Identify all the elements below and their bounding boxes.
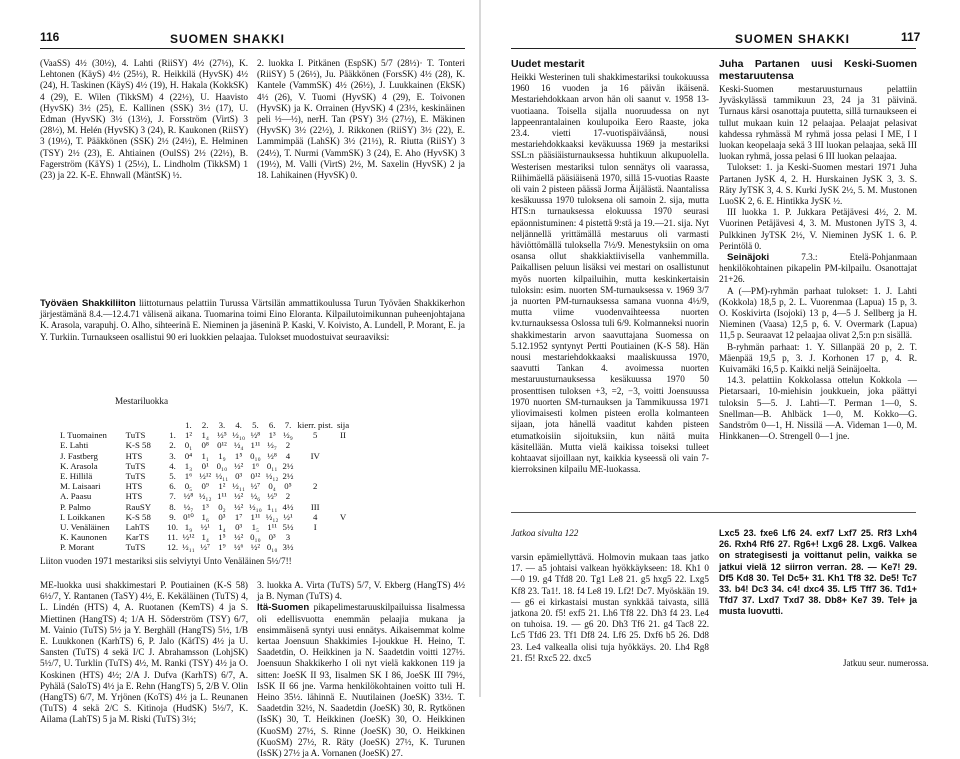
player-club: TuTS	[125, 542, 146, 553]
table-heading: Mestariluokka	[115, 396, 169, 406]
result-cell: ½⁷	[250, 481, 261, 492]
result-cell: 1²	[184, 430, 192, 441]
result-cell: 5.	[169, 471, 176, 482]
result-cell: 5	[313, 430, 318, 441]
result-cell: ½₉	[283, 430, 293, 441]
player-club: TuTS	[125, 460, 146, 471]
result-cell: ½⁸	[250, 430, 261, 441]
tourney-title: Työväen Shakkiliiton	[40, 298, 136, 309]
result-cell: ½¹²	[182, 532, 195, 543]
keski-suomi-title: Juha Partanen uusi Keski-Suomen mestaruutensa	[719, 58, 917, 82]
result-cell: 1²	[218, 481, 226, 492]
player-name: M. Laisaari	[60, 481, 101, 492]
result-cell: ½₁₀	[232, 430, 246, 441]
column-header: 7.	[284, 420, 292, 430]
result-cell: 1⁷	[234, 511, 243, 522]
page-number: 117	[901, 30, 921, 44]
result-cell: 0₁₀	[266, 542, 278, 553]
results-paragraph: (VaaSS) 4½ (30½), 4. Lahti (RiiSY) 4½ (27½), K. Lehtonen (KäyS) 4½ (25½), R. Heikkilä (HyvSK) 4½ (24), H. Taskinen (KäyS) 4½ (19), H. Hakala (KokkSK) 4 (29), E. Wilen (TikkSM) 4 (22½), U. Haavisto (HyvSK) 3½ (25), E. Kallinen (SSK) 3½ (17), U. Edman (HyvSK) 3½ (13½), J. Forsström (VirtS) 3 (28½), M. Helén (HyvSK) 3 (24), R. Kaukonen (RiiSY) 3 (19½), T. Pääkkönen (SSK) 2½ (24½), E. Helminen (TSY) 2½ (23), E. Ahtiainen (OulSS) 2½ (22½), B. Fagerström (KäYS) 1 (25½), L. Lindholm (TikkSM) 1 (23) ja 22. K-E. Ehnwall (MäntSK) ½.	[40, 58, 248, 181]
column-header: 2.	[201, 420, 209, 430]
result-cell: 0⁸	[201, 440, 209, 451]
player-name: P. Palmo	[60, 501, 91, 512]
result-cell: 1⁶	[184, 471, 193, 482]
result-cell: 0₅	[184, 481, 193, 492]
new-masters-column	[511, 58, 709, 496]
blank-cell	[58, 420, 124, 430]
right-page	[481, 0, 960, 697]
player-club: HTS	[125, 450, 143, 461]
result-cell: 3	[285, 532, 291, 543]
result-cell: 0¹²	[250, 471, 261, 482]
result-cell: 1³	[201, 501, 209, 512]
player-name: I. Loikkanen	[60, 511, 105, 522]
class3-results: 3. luokka A. Virta (TuTS) 5/7, V. Ekberg (HangTS) 4½ ja B. Nyman (TuTS) 4.	[257, 580, 465, 602]
seinajoki-title: Seinäjoki	[727, 252, 770, 264]
section-rule	[511, 512, 916, 513]
result-cell: 0¹	[201, 460, 209, 471]
result-cell: 0³	[235, 522, 243, 533]
player-club: KarTS	[125, 532, 150, 543]
player-club: HTS	[125, 491, 143, 502]
running-head: SUOMEN SHAKKI	[735, 32, 851, 46]
result-cell: 0³	[235, 471, 243, 482]
keski-suomi-results: Tulokset: 1. ja Keski-Suomen mestari 1971 Juha Partanen JySK 4, 2. H. Hurskainen JySK 3, 3. S. Räty JyTSK 3, 4. S. Kurki JySK 2½, 5. M. Mustonen LuoSK 2, 6. E. Hintikka JySK ½.	[719, 162, 917, 207]
result-cell: 7.	[169, 491, 176, 502]
result-cell: ½²	[234, 501, 244, 512]
result-cell: 4.	[169, 460, 176, 471]
column-header: 5.	[252, 420, 259, 430]
result-cell: IV	[310, 450, 320, 461]
result-cell: 4½	[282, 501, 294, 512]
result-cell: II	[340, 430, 346, 441]
result-cell: 3½	[282, 542, 294, 553]
east-finland-title: Itä-Suomen	[257, 602, 310, 614]
result-cell: V	[339, 511, 347, 522]
result-cell: 1₄	[218, 522, 226, 533]
result-cell: ½₁₁	[232, 481, 246, 492]
player-name: I. Tuomainen	[60, 430, 107, 441]
result-cell: ½²	[250, 542, 261, 553]
result-cell: 1₉	[184, 522, 193, 533]
running-head: SUOMEN SHAKKI	[170, 32, 286, 46]
result-cell	[296, 542, 335, 552]
result-cell: ½₁₁	[182, 542, 195, 553]
result-cell: 1¹¹	[250, 440, 261, 451]
continued-next: Jatkuu seur. numerossa.	[843, 658, 929, 668]
result-cell: 1⁵	[234, 450, 243, 461]
result-cell: ½₁₂	[265, 511, 279, 522]
result-cell: 0₁	[184, 440, 193, 451]
table-row	[58, 440, 351, 450]
result-cell: 0₄	[268, 481, 276, 492]
result-cell: 1₃	[184, 460, 193, 471]
result-cell: ½⁸	[183, 491, 194, 502]
keski-suomi-class3: III luokka 1. P. Jukkara Petäjävesi 4½, 2. M. Vuorinen Petäjävesi 4, 3. M. Mustonen JyTS 3, 4. Pulkkinen JyTSK 2½, V. Nieminen JySK 1. 6. P. Perintölä 0.	[719, 207, 917, 251]
result-cell: 0³	[218, 511, 226, 522]
result-cell: 1³	[268, 430, 276, 441]
left-page	[0, 0, 479, 759]
table-row	[58, 481, 351, 491]
player-club: TuTS	[125, 430, 146, 441]
result-cell: 1₅	[251, 522, 260, 533]
result-cell: 0⁴	[184, 450, 193, 461]
header-rule	[511, 48, 916, 49]
kokkola-match: 14.3. pelattiin Kokkolassa ottelun Kokkola —Pietarsaari, 10-miehisin joukkuein, joka päättyi tuloksin 5—5. J. Lahti—T. Perman 1—0, S. Snellman—B. Ahlbäck 1—0, M. Kokko—G. Sandström 0—1, H. Nissilä —A. Videman 1—0, M. Hinkkanen—O. Strengell 0—1 jne.	[719, 375, 917, 442]
table-row	[58, 461, 351, 471]
result-cell: ½₁₂	[265, 471, 279, 482]
result-cell: 3.	[169, 450, 176, 461]
column-header: kierr. pist.	[297, 420, 333, 430]
continued-from: Jatkoa sivulta 122	[511, 528, 579, 538]
result-cell: 0¹⁰	[183, 511, 194, 522]
player-club: K-S 58	[125, 440, 151, 451]
result-cell: 0⁹	[201, 481, 209, 492]
keski-suomi-column	[719, 58, 917, 496]
result-cell: 0¹²	[217, 440, 227, 451]
game-notes: Lxc5 23. fxe6 Lf6 24. exf7 Lxf7 25. Rf3 Lxh4 26. Rxh4 Rf6 27. Rg6+! Lxg6 28. Lxg6. Valkea on strategisesti ja voittanut pelin, vaikka se jatkui vielä 12 siirron verran. 28. — Ke7! 29. Df5 Kd8 30. Tel Dc5+ 31. Kh1 Tf8 32. De5! Tc7 33. b4! Dc3 34. c4! dxc4 35. Lf5 Tff7 36. Td1+ Tfd7 37. Lxd7 Txd7 38. Db8+ Ke7 39. Tel+ ja musta luovutti.	[719, 528, 917, 617]
class-results: ME-luokka uusi shakkimestari P. Poutiainen (K-S 58) 6½/7, Y. Rantanen (TaSY) 4½, E. Kekäläinen (TuTS) 4, L. Lindén (HTS) 4, A. Ruotanen (KemTS) 4 ja S. Miettinen (HangTS) 4; 1/A H. Söderström (TSY) 6/7, M. Vainio (TuTS) 5½ ja Y. Berghäll (HangTS) 5½, 1/B E. Luukkonen (KarhTS) 6, P. Jalo (KätTS) 4½ ja U. Sansten (TuTS) 4 sekä I/C J. Abrahamsson (LohjSK) 5½/7, U. Turklin (TuTS) 4½, M. Ranki (TSY) 4½ ja O. Koskinen (HTS) 4½; 2/A J. Dufva (KarhTS) 6/7, A. Pyhälä (SaloTS) 4½ ja E. Rehn (HangTS) 5, 2/B V. Olin (HangTS) 6/7, M. Yrjönen (KoTS) 4½ ja L. Reunanen (TuTS) 4 sekä 2/C S. Kitinoja (HudSK) 5½/7, K. Ailama (LahTS) 5 ja M. Riski (TuTS) 3½;	[40, 580, 248, 725]
column-header: 1.	[185, 420, 192, 430]
result-cell: 4	[285, 450, 291, 461]
result-cell	[296, 491, 335, 501]
player-name: K. Kaunonen	[60, 532, 107, 543]
result-cell: ½₄	[233, 440, 244, 451]
result-cell: 5½	[282, 522, 294, 533]
result-cell: 2½	[282, 471, 294, 482]
seinajoki-b-results: B-ryhmän parhaat: 1. Y. Sillanpää 20 p, 2. T. Mäenpää 19,5 p, 3. J. Korhonen 17 p, 4. R. Kuivamäki 16,5 p. Kaikki neljä Seinäjoelta.	[719, 341, 917, 375]
table-row	[58, 502, 351, 512]
result-cell: I	[313, 522, 317, 533]
bottom-column-1	[40, 580, 248, 725]
result-cell: 1₄	[201, 532, 209, 543]
result-cell: 4	[313, 511, 318, 522]
result-cell: ½²	[234, 491, 244, 502]
result-cell: 8.	[169, 501, 176, 512]
result-cell: ½⁸	[267, 450, 277, 461]
result-cell: ½¹²	[199, 471, 212, 482]
result-cell: 1¹¹	[250, 511, 261, 522]
table-row	[58, 451, 351, 461]
tourney-report	[40, 298, 465, 388]
player-club: RauSY	[125, 501, 152, 512]
result-cell: 2	[313, 481, 318, 492]
column-header: sija	[336, 420, 350, 430]
results-column-2	[257, 58, 465, 266]
result-cell: ½¹	[283, 511, 293, 522]
result-cell: 1₁₁	[266, 501, 278, 512]
result-cell: ½₁₂	[198, 491, 212, 502]
column-header: 6.	[268, 420, 276, 430]
result-cell: 0₁₀	[250, 450, 261, 461]
table-row	[58, 430, 351, 440]
result-cell: ½²	[234, 460, 244, 471]
result-cell: ½⁶	[233, 542, 244, 553]
tourney-text: liittoturnaus pelattiin Turussa Värtsilän ammattikoulussa Turun Työväen Shakkikerhon järjestämänä 8.4.—12.4.71 välisenä aikana. Tuomarina toimi Eino Eloranta. Kilpailutoimikunnan puheenjohtajana K. Arasola, varapuhj. O. Alho, sihteerinä E. Nieminen ja jäseninä P. Kaski, V. Koivisto, A. Lundell, P. Morant, E. ja Y. Turkiin. Turnaukseen osallistui 90 eri luokkien pelaajaa. Tulokset muodostuivat seuraaviksi:	[40, 298, 465, 342]
player-club: TuTS	[125, 471, 146, 482]
table-row	[58, 532, 351, 542]
player-name: P. Morant	[60, 542, 95, 553]
result-cell: 0₁₀	[250, 532, 261, 543]
table-row	[58, 512, 351, 522]
result-cell: 2	[285, 491, 291, 502]
result-cell: 1₁	[201, 450, 209, 461]
player-name: U. Venäläinen	[60, 522, 110, 533]
result-cell: III	[310, 501, 320, 512]
result-cell: 1⁶	[251, 460, 260, 471]
result-cell: 1¹¹	[267, 522, 277, 533]
table-row	[58, 522, 351, 532]
result-cell: ½₇	[183, 501, 194, 512]
result-cell: 0₁₀	[216, 460, 228, 471]
player-name: A. Paasu	[60, 491, 92, 502]
result-cell: 0₁₁	[266, 460, 278, 471]
result-cell	[296, 461, 335, 471]
result-cell: ½₆	[250, 491, 261, 502]
result-cell: ½¹	[200, 522, 210, 533]
player-name: E. Hillilä	[60, 471, 93, 482]
result-cell: 6.	[169, 481, 176, 492]
result-cell: 10.	[167, 522, 179, 533]
result-cell: 1₉	[218, 450, 226, 461]
result-cell: 9.	[169, 511, 176, 522]
result-cell: ½₇	[267, 440, 277, 451]
result-cell: 1.	[169, 430, 176, 441]
result-cell	[296, 440, 335, 450]
result-cell: 1⁵	[218, 532, 226, 543]
result-cell: 12.	[167, 542, 179, 553]
seinajoki-a-results: A (—PM)-ryhmän parhaat tulokset: 1. J. Lahti (Kokkola) 18,5 p, 2. L. Vuorenmaa (Lapua) 15 p, 3. O. Koskivirta (Isojoki) 13 p, 4—5 J. Sellberg ja H. Nieminen (Vaasa) 12,5 p, 6. V. Overmark (Lapua) 11,5 p. Seuraavat 12 pelaajaa olivat 2,5:n p:n sisällä.	[719, 285, 917, 341]
crosstable	[58, 420, 351, 553]
player-name: E. Lahti	[60, 440, 89, 451]
seinajoki-text: 7.3.: Etelä-Pohjanmaan henkilökohtainen pikapelin PM-kilpailu. Osanottajat 21+26.	[719, 252, 917, 285]
result-cell	[296, 532, 335, 542]
result-cell: ½⁵	[217, 430, 227, 441]
player-name: J. Fastberg	[60, 450, 98, 461]
page-number: 116	[40, 30, 60, 44]
result-cell: 0⁵	[284, 481, 292, 492]
results-paragraph: 2. luokka I. Pitkänen (EspSK) 5/7 (28½)· T. Tonteri (RiiSY) 5 (26½), Ju. Pääkkönen (ForsSK) 4½ (28), K. Kantele (VammSK) 4½ (26½), J. Luukkainen (EkSK) 4½ (26), V. Tuomi (HyvSK) 4 (29), E. Toivonen (HyvSK) ja K. Orrainen (HyvSK) 4 (23½, keskinäinen peli ½—½), nerH. Tan (PSY) 3½ (27½), E. Mäkinen (HyvSK) 3½ (22½), J. Rikkonen (RiiSY) 3½ (22), E. Lammimpää (LahSK) 3½ (21½), R. Riutta (RiiSY) 3 (24½), T. Nurmi (VammSK) 3 (24), E. Aho (HyvSK) 3 (19½), M. Valli (VirtS) 2½, M. Saxelin (HyvSK) 2 ja 18. Lahikainen (HyvSK) 0.	[257, 58, 465, 181]
result-cell: 1₄	[201, 430, 209, 441]
result-cell: 2½	[282, 460, 294, 471]
game-notes-column-2	[719, 528, 917, 653]
blank-cell	[124, 420, 165, 430]
result-cell	[296, 471, 335, 481]
result-cell: 1₆	[201, 511, 209, 522]
crosstable-header-row	[58, 420, 351, 430]
results-column-1	[40, 58, 248, 266]
result-cell: ½⁷	[200, 542, 211, 553]
new-masters-text: Heikki Westerinen tuli shakkimestariksi toukokuussa 1960 16 vuoden ja 16 päivän ikäisenä. Mestariehdokkaan arvon hän oli saanut v. 1958 13-vuotiaana. Toisella sijalla nuoruudessa on nyt lappeenrantalainen koulupoika Eero Raaste, joka 23.4. vietti 17-vuotispäiväänsä, nousi mestariehdokkaaksi keväkuussa 1969 ja mestariksi SSL:n pääsiäisturnauksessa huhtikuun alkupuolella. Westerisen mestariksi tulon sennätys oli vaarassa, Riihimäellä pääsiäisenä 1970, sillä 15-vuotias Raaste oli vain 2 pisteen päässä Jorma Äijälästä. Naantalissa kesäkuussa 1970 tuloksena oli samoin 2. sija, mutta HTS:n turnauksessa elokuussa 1970 seurasi epäonnistuminen: 4 pistettä 9:stä ja 19.—21. sija. Nyt neljännellä yrittämällä mestaruus oli varmasti häviöttömällä tuloksella 7½/9. Menestyksiin on oma osansa ollut shakkiaktiivisella vanhemmilla. Paikallisen peluun lisäksi vei mestari on osallistunut myös nuorten kilpailuihin, mutta keskinkertaisin tuloksin: esim. nuorten SM-turnauksessa v. 1969 3/7 ja nuorten PM-turnauksessa samana vuonna 4½/9, mutta viime vuodenvaihteessa nuorten kv.turnauksessa Oslossa tuli 6/9. Kolmanneksi nuorin shakkimestarin arvon saavuttajana Suomessa on 5.12.1952 syntynyt Pertti Poutiainen (K-S 58). Hän nousi mestariehdokkaaksi maaliskuussa 1970, saavutti Tankan 4. avoimessa nuorten mestaruusturnauksessa kesäkuussa 1970 50 prosenttisen tuloksen +3, =2, −3, voitti Joensuussa 1970 nuorten SM-turnauksen ja Tammikuussa 1971 yliovimaisesti kolmen pisteen erolla kolmanteen sijaan, jota hänellä vaaditut kahden pisteen etumatkoisiin sijoituksiin, kun näitä muita käsitellään. Mutta vielä kaikissa toiseksi tulleet kohtaavat sijoillaan nyt, kaikkia kyseessä oli vain 7-kierroksinen kilpailu ME-luokassa.	[511, 72, 709, 475]
blank-cell	[165, 420, 180, 430]
header-rule	[40, 48, 465, 49]
bottom-column-2	[257, 580, 465, 759]
result-cell: 1¹¹	[217, 491, 227, 502]
column-header: 3.	[218, 420, 226, 430]
result-cell: 2	[285, 440, 291, 451]
result-cell: 0³	[268, 532, 276, 543]
game-notes-column-1	[511, 552, 709, 674]
column-header: 4.	[235, 420, 242, 430]
player-club: HTS	[125, 481, 143, 492]
player-name: K. Arasola	[60, 460, 98, 471]
game-notes: varsin epämiellyttävä. Holmovin mukaan taas jatko 17. — a5 johtaisi valkean hyökkäykseen: 18. Kh1 0—0 19. g4 Tfd8 20. Tg1 Le8 21. g5 hxg5 22. Lxg5 Kf8 23. Ta1!. 18. f4 Le8 19. Lf2! Dc7. Myöskään 19. — g6 ei kirkastaisi mustan synkkää taivasta, sillä jatkona 20. f5! exf5 21. Lh6 Tf8 22. Dh3 f4 23. Le4 on tuhoisa. 19. — g6 20. Dh3 Tf6 21. g4 Tac8 22. Lc5 Tfd6 23. Tf1 Df8 24. Lf6 25. Dxf6 b5 26. Dd8 23. Le4 valkealla olisi tuja hyökkäys. 20. Lh4 Rg8 21. f5! Rxc5 22. dxc5	[511, 552, 709, 663]
table-row	[58, 491, 351, 501]
result-cell: ½²	[234, 532, 244, 543]
result-cell: ½⁹	[267, 491, 277, 502]
result-cell: ½₁₁	[215, 471, 229, 482]
player-club: K-S 58	[125, 511, 151, 522]
player-club: LahTS	[125, 522, 150, 533]
result-cell: 11.	[167, 532, 178, 543]
east-finland-text: pikapelimestaruuskilpailuissa Iisalmessa oli edellisvuotta enemmän pelaajia mukana ja ensimmäisenä syntyi uusi ennätys. Aikaisemmat kolme kertaa Joensuun Shakkimies I-joukkue H. Heino, T. Saadetdin, O. Heikkinen ja N. Saadetdin voitti 127½. Joensuun Shakkikerho I oli nyt vielä kakkonen 119 ja sitten: JoeSK II 93, Iisalmen SK I 86, JoeSK III 79½, IsSK II 66 jne. Varma henkilökohtainen voitto tuli H. Heino 35½. lähinnä E. Nuutilainen (JoeSK) 33½. T. Saadetdin 32½, N. Saadetdin (JoeSK) 30, R. Rytkönen (IsSK) 30, T. Heikkinen (JoeSK) 30, O. Heikkinen (KuoSM) 27½, S. Rinne (JoeSK) 30, O. Heikkinen (KuoSM) 27½, R. Räty (JoeSK) 27½, K. Turunen (IsSK) 27½ ja A. Vornanen (JoeSK) 27.	[257, 602, 465, 759]
result-cell: 2.	[169, 440, 176, 451]
table-row	[58, 471, 351, 481]
new-masters-title: Uudet mestarit	[511, 58, 585, 70]
result-cell: 0₂	[218, 501, 226, 512]
result-cell: ½₁₀	[249, 501, 262, 512]
result-cell: 1⁹	[218, 542, 226, 553]
keski-suomi-text: Keski-Suomen mestaruusturnaus pelattiin Jyväskylässä tammikuun 23, 24 ja 31 päivinä. Turnaus kärsi osanottaja puutetta, sillä turnaukseen ei tullut mukaan kuin 12 pelaajaa. Pelaajat pelasivat kahdessa ryhmässä M ryhmä jossa pelasi I ME, I I luokan keopelaaja sekä 3 III luokan pelaajaa, sekä III luokan ryhmä, jossa pelasi 6 III luokan pelaajaa.	[719, 84, 917, 162]
table-row	[58, 542, 351, 552]
table-footnote: Liiton vuoden 1971 mestariksi siis selviytyi Unto Venäläinen 5½/7!!	[40, 556, 292, 566]
